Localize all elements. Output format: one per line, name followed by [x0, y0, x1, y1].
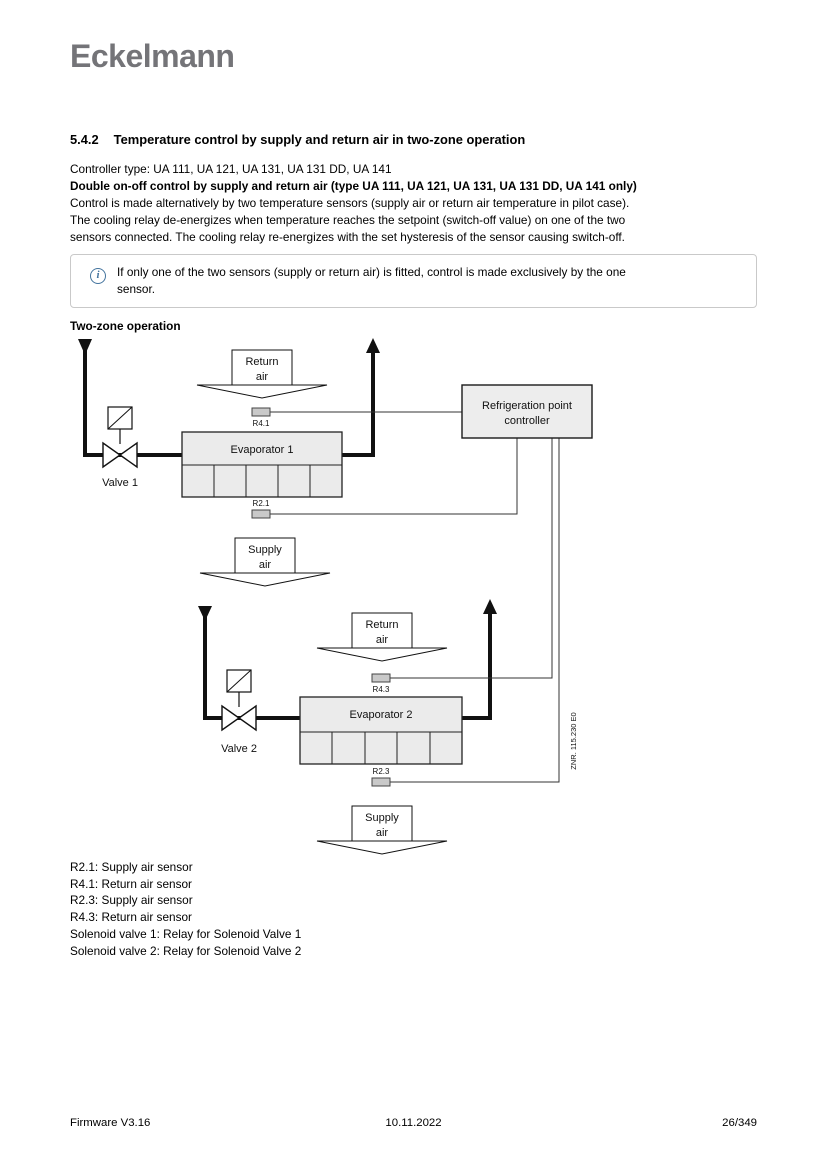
valve-1-body-left: [103, 443, 120, 467]
supply-air-arrow-zone2: [317, 841, 447, 854]
footer-firmware-version: Firmware V3.16: [70, 1117, 151, 1129]
return-air-label-zone2: Return: [365, 619, 399, 631]
return-air-banner-zone2: [317, 613, 447, 661]
legend-item: Solenoid valve 1: Relay for Solenoid Valve 1: [70, 926, 302, 941]
pipe-inlet-zone2: [205, 614, 300, 718]
intro-paragraph: [70, 161, 770, 246]
flow-arrow-up-zone2: [483, 599, 497, 614]
evaporator-2-body: [300, 697, 462, 764]
supply-air-label-zone2: Supply: [365, 812, 399, 824]
footer-page-number: 26/349: [722, 1117, 757, 1129]
flow-arrow-up-zone1: [366, 338, 380, 353]
supply-air-label2-zone1: air: [258, 559, 272, 571]
sensor-r23-label: R2.3: [372, 767, 390, 776]
section-title: Temperature control by supply and return air in two-zone operation: [113, 132, 526, 147]
sensor-r41: [252, 408, 270, 428]
sensor-r43: [372, 674, 390, 694]
supply-air-label-zone1: Supply: [248, 544, 282, 556]
supply-air-label2-zone2: air: [375, 827, 389, 839]
company-logo: Eckelmann: [70, 38, 235, 74]
supply-air-banner-zone1: [200, 538, 330, 586]
controller-type-line: Controller type: UA 111, UA 121, UA 131, UA 131 DD, UA 141: [70, 162, 392, 176]
sensor-r23-body: [372, 778, 390, 786]
legend-item: R2.1: Supply air sensor: [70, 860, 193, 874]
valve-2-body-left: [222, 706, 239, 730]
legend-item: Solenoid valve 2: Relay for Solenoid Valve 2: [70, 943, 302, 958]
valve-2-body-right: [239, 706, 256, 730]
sensor-r21-body: [252, 510, 270, 518]
solenoid-valve-1: [102, 407, 138, 489]
supply-air-arrow-zone1: [200, 573, 330, 586]
evaporator-2-label: Evaporator 2: [349, 709, 413, 721]
flow-arrow-down-zone1: [78, 339, 92, 355]
sensor-r43-body: [372, 674, 390, 682]
pipe-outlet-zone1: [342, 348, 373, 455]
section-number: 5.4.2: [70, 132, 99, 147]
controller-label-line1: Refrigeration point: [482, 400, 572, 412]
legend-item: R4.3: Return air sensor: [70, 910, 192, 925]
legend-item: R4.1: Return air sensor: [70, 876, 192, 891]
sensor-r21-label: R2.1: [252, 499, 270, 508]
wire-r43-to-controller: [390, 438, 552, 678]
info-note-text: [117, 264, 626, 297]
diagram-title: Two-zone operation: [70, 319, 181, 333]
body-line-3: sensors connected. The cooling relay re-energizes with the set hysteresis of the sensor causing switch-off.: [70, 230, 625, 244]
pipe-outlet-zone2: [462, 612, 490, 718]
supply-air-banner-zone2: [317, 806, 447, 854]
info-note-box: [70, 254, 757, 308]
pipe-inlet-zone1: [85, 348, 182, 455]
two-zone-diagram: [65, 336, 765, 861]
return-air-banner-zone1: [197, 350, 327, 398]
return-air-label-zone1: Return: [245, 356, 279, 368]
control-mode-line: Double on-off control by supply and return air (type UA 111, UA 121, UA 131, UA 131 DD, UA 141 only): [70, 179, 637, 193]
body-line-1: Control is made alternatively by two temperature sensors (supply air or return air temperature in pilot case).: [70, 196, 630, 210]
refrigeration-point-controller: [462, 385, 592, 438]
solenoid-valve-2: [221, 670, 257, 755]
return-air-label2-zone2: air: [375, 634, 389, 646]
controller-label-line2: controller: [504, 415, 550, 427]
valve-1-label: Valve 1: [102, 477, 138, 489]
evaporator-2: [300, 697, 462, 764]
flow-arrow-down-zone2: [198, 606, 212, 621]
info-note-line-2: sensor.: [117, 281, 156, 296]
return-air-arrow-zone1: [197, 385, 327, 398]
footer-date: 10.11.2022: [385, 1117, 442, 1129]
sensor-r41-body: [252, 408, 270, 416]
sensor-r21: [252, 499, 270, 518]
page-footer: [70, 1117, 757, 1129]
sensor-r23: [372, 767, 390, 786]
valve-2-label: Valve 2: [221, 743, 257, 755]
body-line-2: The cooling relay de-energizes when temperature reaches the setpoint (switch-off value) on one of the two: [70, 213, 626, 227]
info-note-line-1: If only one of the two sensors (supply or return air) is fitted, control is made exclusively by the one: [117, 265, 626, 279]
evaporator-1: [182, 432, 342, 497]
return-air-arrow-zone2: [317, 648, 447, 661]
sensor-r43-label: R4.3: [372, 685, 390, 694]
return-air-label2-zone1: air: [255, 371, 269, 383]
valve-1-body-right: [120, 443, 137, 467]
evaporator-1-label: Evaporator 1: [230, 444, 294, 456]
drawing-number: ZNR. 115.230 E0: [569, 712, 578, 770]
info-icon: i: [90, 268, 106, 284]
section-heading: [70, 132, 525, 147]
sensor-legend: [70, 859, 301, 959]
sensor-r41-label: R4.1: [252, 419, 270, 428]
legend-item: R2.3: Supply air sensor: [70, 893, 193, 908]
